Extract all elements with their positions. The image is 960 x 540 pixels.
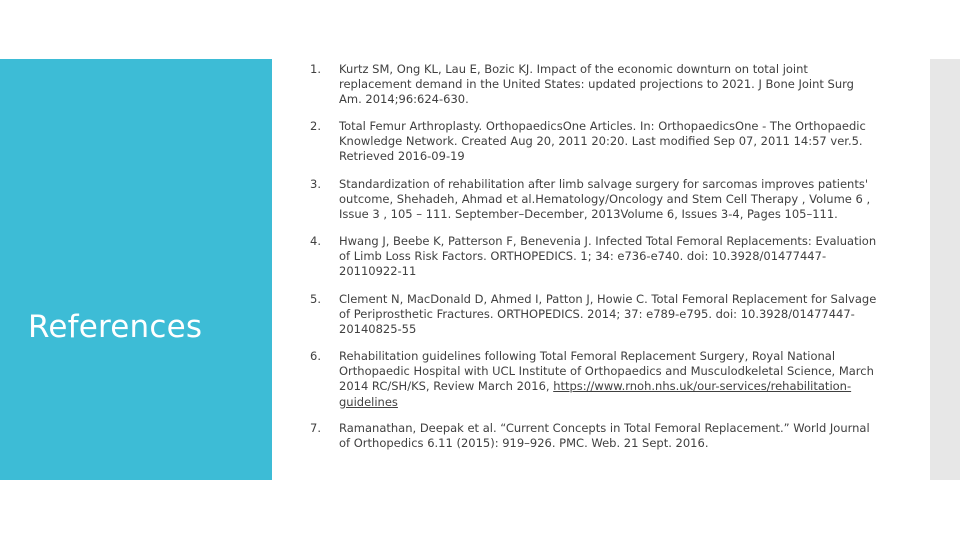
reference-number: 7. xyxy=(310,421,321,435)
reference-text: Standardization of rehabilitation after limb salvage surgery for sarcomas improves patients' outcome, Shehadeh, Ahmad et al.Hematology/Oncology and Stem Cell Therapy , Volume 6 , Issue 3 , 105 – 111. September–December, 2013Volume 6, Issues 3-4, Pages 105–111. xyxy=(339,177,871,222)
reference-text: Clement N, MacDonald D, Ahmed I, Patton J, Howie C. Total Femoral Replacement for Salvage of Periprosthetic Fractures. ORTHOPEDICS. 2014; 37: e789-e795. doi: 10.3928/01477447-20140825-55 xyxy=(339,292,877,337)
reference-text: Ramanathan, Deepak et al. “Current Concepts in Total Femoral Replacement.” World Journal of Orthopedics 6.11 (2015): 919–926. PMC. Web. 21 Sept. 2016. xyxy=(339,421,870,451)
reference-text: Total Femur Arthroplasty. OrthopaedicsOne Articles. In: OrthopaedicsOne - The Orthopaedic Knowledge Network. Created Aug 20, 2011 20:20. Last modified Sep 07, 2011 14:57 ver.5. Retrieved 2016-09-19 xyxy=(339,119,866,164)
slide-title: References xyxy=(28,309,203,345)
reference-text xyxy=(339,349,878,410)
reference-number: 1. xyxy=(310,62,321,76)
reference-number: 2. xyxy=(310,119,321,133)
reference-text: Hwang J, Beebe K, Patterson F, Benevenia J. Infected Total Femoral Replacements: Evaluation of Limb Loss Risk Factors. ORTHOPEDICS. 1; 34: e736-e740. doi: 10.3928/01477447-20110922-11 xyxy=(339,234,877,279)
reference-link[interactable]: https://www.rnoh.nhs.uk/our-services/rehabilitation-guidelines xyxy=(339,379,852,409)
reference-number: 3. xyxy=(310,177,321,191)
side-bar xyxy=(930,59,960,480)
reference-number: 6. xyxy=(310,349,321,363)
reference-text-body: Rehabilitation guidelines following Total Femoral Replacement Surgery, Royal National Orthopaedic Hospital with UCL Institute of Orthopaedics and Musculodkeletal Science, March 2014 RC/SH/KS, Review March 2016, xyxy=(339,349,874,394)
reference-text: Kurtz SM, Ong KL, Lau E, Bozic KJ. Impact of the economic downturn on total joint replacement demand in the United States: updated projections to 2021. J Bone Joint Surg Am. 2014;96:624-630. xyxy=(339,62,854,107)
accent-panel xyxy=(0,59,272,480)
reference-number: 5. xyxy=(310,292,321,306)
reference-number: 4. xyxy=(310,234,321,248)
